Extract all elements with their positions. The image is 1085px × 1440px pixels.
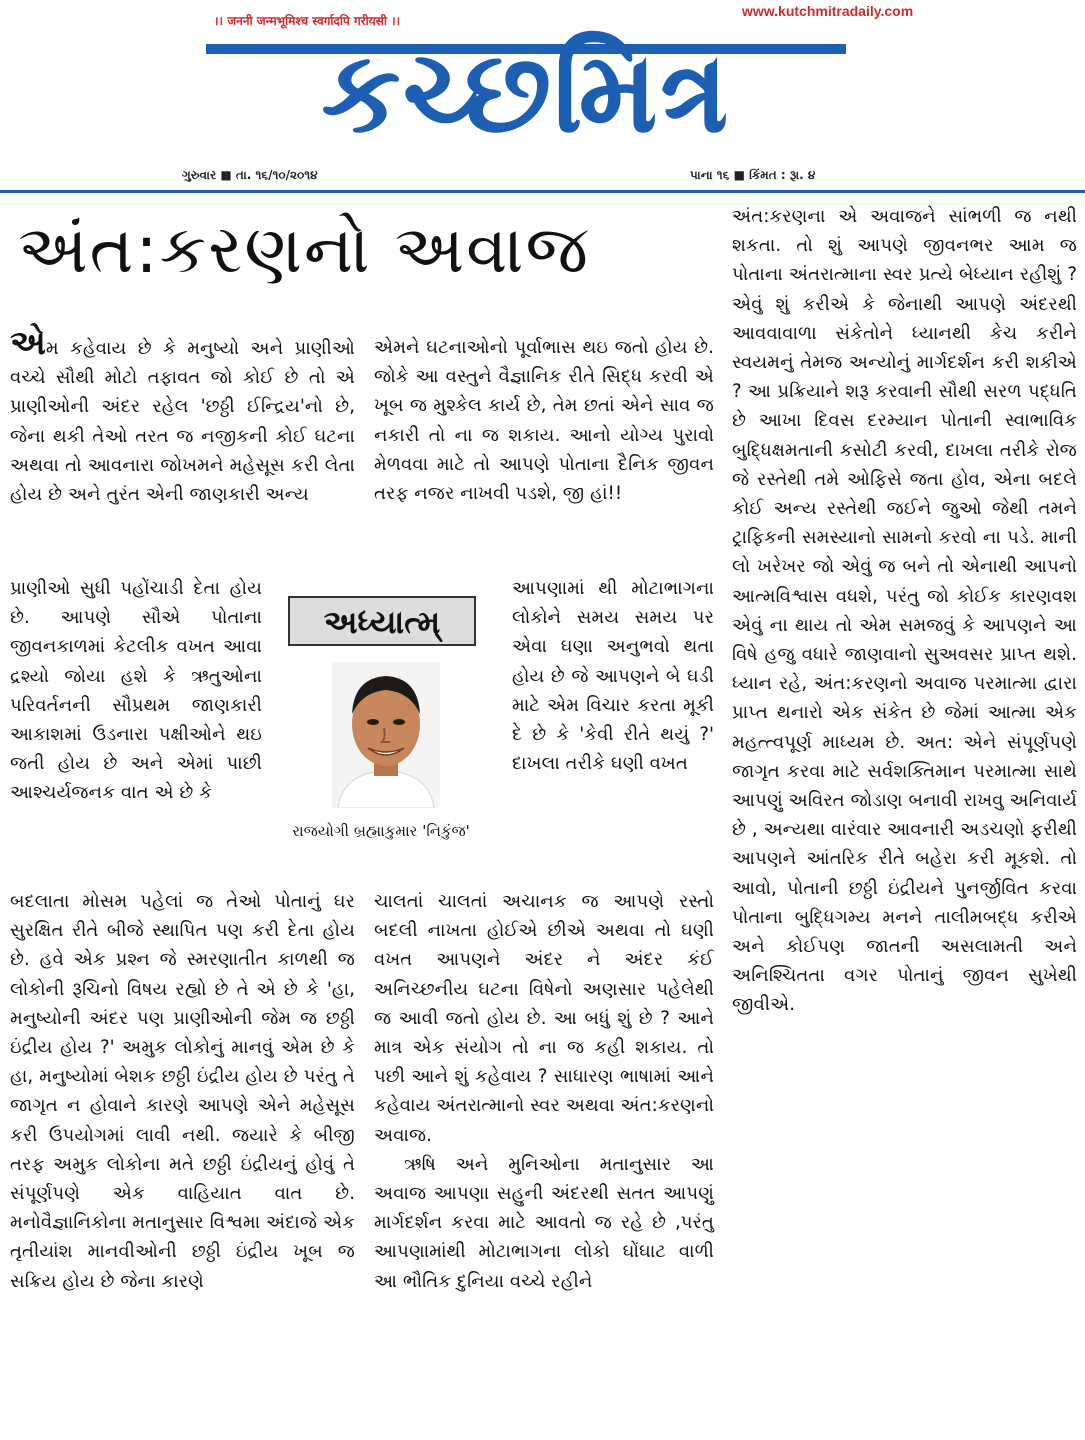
paragraph-text: આપણામાં થી મોટાભાગના લોકોને સમય સમય પર એવા ઘણા અનુભવો થતા હોય છે જે આપણને બે ઘડી માટે એમ વિચાર કરતા મૂકી દે છે કે 'કેવી રીતે થયું ?' દાખલા તરીકે ઘણી વખત: [512, 578, 714, 775]
article-column-2-top: [374, 333, 714, 508]
paragraph-text: અંત:કરણના એ અવાજને સાંભળી જ નથી શકતા. તો શું આપણે જીવનભર આમ જ પોતાના અંતરાત્માના સ્વર પ્રત્યે બેધ્યાન રહીશું ? એવું શું કરીએ કે જેનાથી આપણે અંદરથી આવવાવાળા સંકેતોને ધ્યાનથી કેચ કરીને સ્વયમનું તેમજ અન્યોનું માર્ગદર્શન કરી શકીએ ? આ પ્રક્રિયાને શરૂ કરવાની સૌથી સરળ પદ્ધતિ છે આખા દિવસ દરમ્યાન પોતાની સ્વાભાવિક બુદ્ધિક્ષમતાની કસોટી કરવી, દાખલા તરીકે રોજ જે રસ્તેથી તમે ઓફિસે જતા હોવ, એના બદલે કોઈ અન્ય રસ્તેથી જઈને જુઓ જેથી તમને ટ્રાફિકની સમસ્યાનો સામનો કરવો ના પડે. માની લો ખરેખર જો એવું જ બને તો એનાથી આપનો આત્મવિશ્વાસ વધશે, પરંતુ જો કોઈક કારણવશ એવું ના થાય તો એમ સમજવું કે આપણને આ વિષે હજુ વધારે જાણવાનો સુઅવસર પ્રાપ્ત થશે. ધ્યાન રહે, અંત:કરણનો અવાજ પરમાત્મા દ્વારા પ્રાપ્ત થનારો એક સંકેત છે જેમાં આત્મા એક મહત્ત્વપૂર્ણ માધ્યમ છે. અત: એને સંપૂર્ણપણે જાગૃત કરવા માટે સર્વશક્તિમાન પરમાત્મા સાથે આપણું અવિરત જોડાણ બનાવી રાખવુ અનિવાર્ય છે , અન્યથા વારંવાર આવનારી અડચણો ફરીથી આપણને આંતરિક રીતે બહેરા કરી મૂકશે. તો આવો, પોતાની છઠ્ઠી ઇંદ્રીયને પુનર્જીવિત કરવા પોતાના બુદ્ધિગમ્ય મનને તાલીમબદ્ધ કરીએ અને કોઈપણ જાતની અસલામતી અને અનિશ્ચિતતા વગર પોતાનું જીવન સુખેથી જીવીએ.: [732, 206, 1077, 1016]
header-divider: [0, 190, 1085, 193]
paragraph-text: મ કહેવાય છે કે મનુષ્યો અને પ્રાણીઓ વચ્ચે સૌથી મોટો તફાવત જો કોઈ છે તો એ પ્રાણીઓની અંદર રહેલ 'છઠ્ઠી ઈન્દ્રિય'નો છે, જેના થકી તેઓ તરત જ નજીકની કોઈ ઘટના અથવા તો આવનારા જોખમને મહેસૂસ કરી લેતા હોય છે અને તુરંત એની જાણકારી અન્ય: [10, 338, 355, 506]
portrait-icon: [332, 662, 440, 808]
article-column-1-top: [10, 323, 355, 509]
author-byline: રાજયોગી બ્રહ્માકુમાર 'નિકુંજ': [292, 822, 470, 840]
paragraph-text: ચાલતાં ચાલતાં અચાનક જ આપણે રસ્તો બદલી નાખતા હોઈએ છીએ અથવા તો ઘણી વખત આપણને અંદર ને અંદર કંઈ અનિચ્છનીય ઘટના વિષેનો અણસાર પહેલેથી જ આવી જતો હોય છે. આ બધું શું છે ? આને માત્ર એક સંયોગ તો ના જ કહી શકાય. તો પછી આને શું કહેવાય ? સાધારણ ભાષામાં આને કહેવાય અંતરાત્માનો સ્વર અથવા અંત:કરણનો અવાજ.: [374, 891, 714, 1146]
author-photo: [332, 662, 440, 808]
paragraph-text: ઋષિ અને મુનિઓના મતાનુસાર આ અવાજ આપણા સહુની અંદરથી સતત આપણું માર્ગદર્શન કરવા માટે આવતો જ રહે છે ,પરંતુ આપણામાંથી મોટાભાગના લોકો ઘોંઘાટ વાળી આ ભૌતિક દુનિયા વચ્ચે રહીને: [374, 1153, 714, 1292]
article-column-1-mid: [10, 574, 262, 808]
paragraph-text: એમને ઘટનાઓનો પૂર્વાભાસ થઇ જતો હોય છે. જોકે આ વસ્તુને વૈજ્ઞાનિક રીતે સિદ્ધ કરવી એ ખૂબ જ મુશ્કેલ કાર્ય છે, તેમ છતાં એને સાવ જ નકારી તો ના જ શકાય. આનો યોગ્ય પુરાવો મેળવવા માટે તો આપણે પોતાના દૈનિક જીવન તરફ નજર નાખવી પડશે, જી હાં!!: [374, 337, 714, 505]
website-link[interactable]: www.kutchmitradaily.com: [742, 3, 914, 19]
section-label-box: [288, 596, 476, 646]
paragraph-text: બદલાતા મોસમ પહેલાં જ તેઓ પોતાનું ઘર સુરક્ષિત રીતે બીજે સ્થાપિત પણ કરી દેતા હોય છે. હવે એક પ્રશ્ન જે સ્મરણાતીત કાળથી જ લોકોની રૂચિનો વિષય રહ્યો છે તે એ છે કે 'હા, મનુષ્યોની અંદર પણ પ્રાણીઓની જેમ જ છઠ્ઠી ઇંદ્રીય હોય ?' અમુક લોકોનું માનવું એમ છે કે હા, મનુષ્યોમાં બેશક છઠ્ઠી ઇંદ્રીય હોય છે પરંતુ તે જાગૃત ન હોવાને કારણે આપણે એને મહેસૂસ કરી ઉપયોગમાં લાવી નથી. જયારે કે બીજી તરફ અમુક લોકોના મતે છઠ્ઠી ઇંદ્રીયનું હોવું તે સંપૂર્ણપણે એક વાહિયાત વાત છે. મનોવૈજ્ઞાનિકોના મતાનુસાર વિશ્વમા અંદાજે એક તૃતીયાંશ માનવીઓની છઠ્ઠી ઇંદ્રીય ખૂબ જ સક્રિય હોય છે જેના કારણે: [10, 891, 355, 1292]
article-headline: અંત:કરણનો અવાજ: [18, 211, 590, 288]
article-column-1-bottom: [10, 887, 355, 1296]
article-column-2-mid: [512, 574, 714, 778]
newspaper-logo: [186, 18, 866, 173]
paragraph-text: પ્રાણીઓ સુધી પહોંચાડી દેતા હોય છે. આપણે સૌએ પોતાના જીવનકાળમાં કેટલીક વખત આવા દ્રશ્યો જોયા હશે કે ઋતુઓના પરિવર્તનની સૌપ્રથમ જાણકારી આકાશમાં ઉડનારા પક્ષીઓને થઇ જતી હોય છે અને એમાં પાછી આશ્ચર્યજનક વાત એ છે કે: [10, 578, 262, 804]
article-column-2-bottom: [374, 887, 714, 1296]
newspaper-title: કચ્છમિત્ર: [321, 28, 731, 158]
dateline: ગુરુવાર ■ તા. ૧૬/૧૦/૨૦૧૪: [182, 168, 318, 182]
section-label: અધ્યાત્મ્: [323, 603, 441, 641]
page-info: પાના ૧૬ ■ કિંમત : રૂા. ૪: [690, 168, 816, 182]
masthead-motto: ।। जननी जन्मभूमिश्च स्वर्गादपि गरीयसी ।।: [214, 14, 401, 28]
article-column-3: [732, 202, 1077, 1020]
dropcap: એ: [10, 323, 46, 363]
